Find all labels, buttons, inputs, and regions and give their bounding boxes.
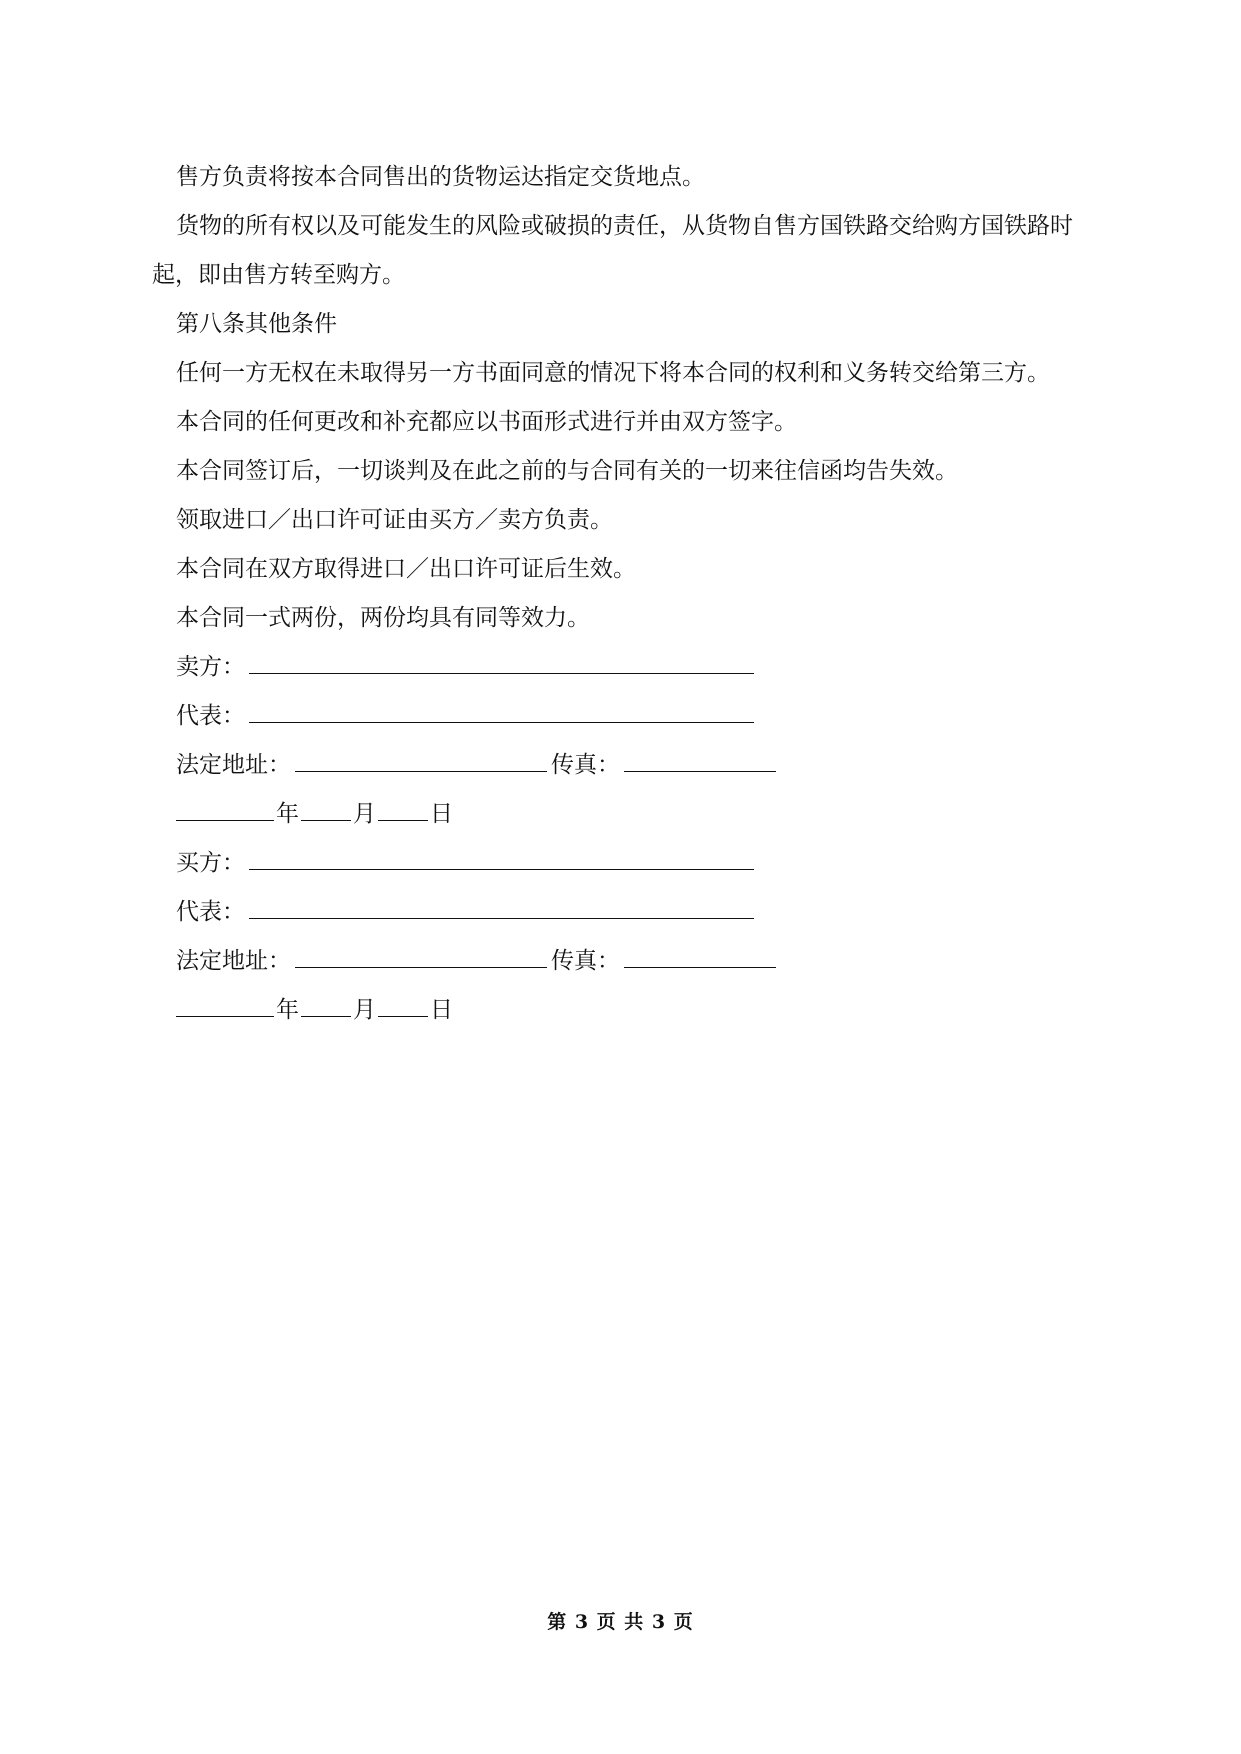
section-heading: 第八条其他条件 (176, 311, 337, 337)
seller-name-blank[interactable] (249, 643, 754, 674)
buyer-day-blank[interactable] (378, 986, 428, 1017)
seller-year-blank[interactable] (176, 790, 274, 821)
address-label: 法定地址： (176, 752, 291, 778)
buyer-signature-block (152, 839, 1102, 1035)
buyer-line (152, 839, 1102, 888)
document-body (152, 153, 1102, 1035)
seller-representative-line (152, 692, 1102, 741)
seller-month-blank[interactable] (301, 790, 351, 821)
seller-date-line (152, 790, 1102, 839)
seller-address-blank[interactable] (295, 741, 547, 772)
buyer-label: 买方： (176, 850, 245, 876)
year-label: 年 (276, 801, 299, 827)
buyer-year-blank[interactable] (176, 986, 274, 1017)
address-label: 法定地址： (176, 948, 291, 974)
year-label: 年 (276, 997, 299, 1023)
seller-fax-blank[interactable] (624, 741, 776, 772)
buyer-address-blank[interactable] (295, 937, 547, 968)
paragraph: 货物的所有权以及可能发生的风险或破损的责任，从货物自售方国铁路交给购方国铁路时起，即由售方转至购方。 (152, 213, 1073, 288)
buyer-representative-line (152, 888, 1102, 937)
paragraph: 任何一方无权在未取得另一方书面同意的情况下将本合同的权利和义务转交给第三方。 (176, 360, 1050, 386)
paragraph: 售方负责将按本合同售出的货物运达指定交货地点。 (176, 164, 705, 190)
fax-label: 传真： (551, 948, 620, 974)
paragraph: 本合同的任何更改和补充都应以书面形式进行并由双方签字。 (176, 409, 797, 435)
paragraph: 本合同签订后，一切谈判及在此之前的与合同有关的一切来往信函均告失效。 (176, 458, 958, 484)
seller-signature-block (152, 643, 1102, 839)
seller-address-line (152, 741, 1102, 790)
seller-representative-blank[interactable] (249, 692, 754, 723)
buyer-name-blank[interactable] (249, 839, 754, 870)
buyer-fax-blank[interactable] (624, 937, 776, 968)
seller-label: 卖方： (176, 654, 245, 680)
paragraph: 领取进口／出口许可证由买方／卖方负责。 (176, 507, 613, 533)
paragraph: 本合同在双方取得进口／出口许可证后生效。 (176, 556, 636, 582)
buyer-month-blank[interactable] (301, 986, 351, 1017)
buyer-date-line (152, 986, 1102, 1035)
page-number-footer: 第 3 页 共 3 页 (547, 1611, 694, 1633)
seller-line (152, 643, 1102, 692)
buyer-address-line (152, 937, 1102, 986)
representative-label: 代表： (176, 899, 245, 925)
representative-label: 代表： (176, 703, 245, 729)
day-label: 日 (430, 801, 453, 827)
day-label: 日 (430, 997, 453, 1023)
seller-day-blank[interactable] (378, 790, 428, 821)
month-label: 月 (353, 997, 376, 1023)
month-label: 月 (353, 801, 376, 827)
paragraph: 本合同一式两份，两份均具有同等效力。 (176, 605, 590, 631)
buyer-representative-blank[interactable] (249, 888, 754, 919)
fax-label: 传真： (551, 752, 620, 778)
